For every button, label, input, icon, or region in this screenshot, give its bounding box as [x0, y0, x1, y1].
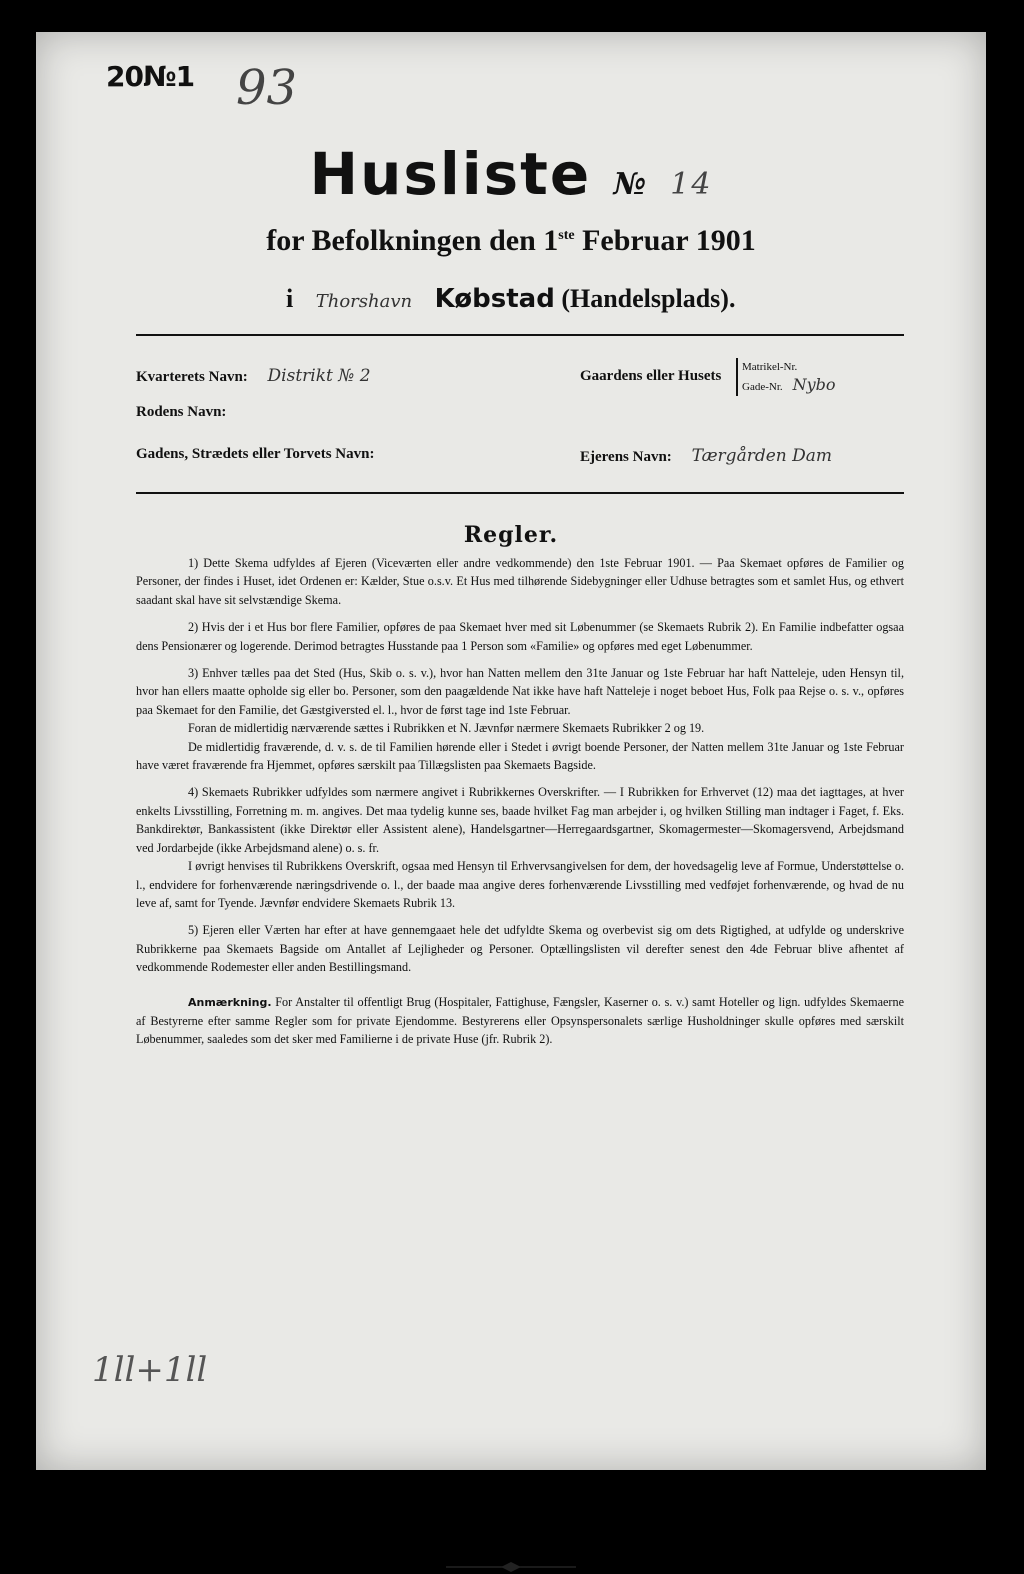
form-subtitle: [36, 224, 986, 258]
rule-3: 3) Enhver tælles paa det Sted (Hus, Skib o. s. v.), hvor han Natten mellem den 31te Januar og 1ste Februar har haft Natteleje, uden Hensyn til, hvor han ellers maatte opholde sig eller bo. Personer, som den paagældende Nat ikke have haft Natteleje i noget beboet Hus, Folk paa Rejse o. s. v., opføres paa Skemaet for den Familie, det Gæstgiversted el. l., hvor de først tage ind 1ste Februar.: [136, 666, 904, 717]
rule-4b: I øvrigt henvises til Rubrikkens Overskrift, ogsaa med Hensyn til Erhvervsangivelsen for dem, der hovedsagelig leve af Formue, Understøttelse o. l., endvidere for forhenværende næringsdrivende o. l., der baade maa angive deres forhenværende Livsstilling med vedføjet forhenværende, og hvad de nu leve af, samt for Tyende. Jævnfør endvidere Skemaets Rubrik 13.: [136, 859, 904, 910]
note-text: For Anstalter til offentligt Brug (Hospitaler, Fattighuse, Fængsler, Kaserner o. s. v.) samt Hoteller og lign. udfyldes Skemaerne af Bestyrerne efter samme Regler som for private Ejendomme. Bestyrerens eller Opsynspersonalets særlige Husholdninger skulle opføres med særskilt Løbenummer, saaledes som det sker med Familierne i de private Huse (jfr. Rubrik 2).: [136, 994, 904, 1047]
ornament-divider: [446, 1560, 576, 1574]
subtitle-sup: ste: [558, 228, 575, 243]
rule-3b: Foran de midlertidig nærværende sættes i Rubrikken et N. Jævnfør nærmere Skemaets Rubrikker 2 og 19.: [188, 721, 705, 736]
rules-heading: Regler.: [463, 522, 559, 548]
subtitle-post: Februar 1901: [574, 224, 756, 257]
number-brace: [736, 358, 836, 396]
matrikel-label: Matrikel-Nr.: [742, 361, 798, 373]
ejer-field: [580, 446, 832, 466]
title-no: №: [613, 167, 649, 202]
ejer-value: Tærgården Dam: [691, 446, 833, 466]
title-handwritten-number: 14: [670, 167, 713, 202]
kvarter-label: Kvarterets Navn:: [136, 369, 248, 385]
place-type-bold: Købstad: [434, 284, 555, 314]
place-i: i: [286, 284, 294, 313]
roden-label: Rodens Navn:: [136, 404, 227, 420]
divider-bottom: [136, 492, 904, 494]
note-label: Anmærkning.: [188, 995, 272, 1009]
kvarter-field: [136, 366, 371, 386]
rule-4: 4) Skemaets Rubrikker udfyldes som nærmere angivet i Rubrikkernes Overskrifter. — I Rubrikken for Erhvervet (12) maa det iagttages, at hver enkelts Livsstilling, Forretning m. m. angives. Det maa tydelig kunne ses, baade hvilket Fag man arbejder i, og hvilken Stilling man indtager i Faget, f. Eks. Bankdirektør, Bankassistent (ikke Direktør eller Assistent alene), Handelsgartner—Herregaardsgartner, Skomagermester—Skomagersvend, Arbejdsmand ved Jordarbejde (ikke Arbejdsmand alene) o. s. fr.: [136, 785, 904, 855]
gaard-field: [580, 368, 721, 385]
form-title: [36, 140, 986, 208]
rule-5: 5) Ejeren eller Værten har efter at have gennemgaaet hele det udfyldte Skema og overbevist sig om dets Rigtighed, at udfylde og underskrive Rubrikkerne paa Skemaets Bagside om Antallet af Lejligheder og Personer. Optællingslisten vil derefter senest den 4de Februar blive afhentet af vedkommende Rodemester eller anden Bestillingsmand.: [136, 923, 904, 975]
census-form-page: [36, 32, 986, 1470]
place-type-rest: (Handelsplads).: [554, 284, 736, 313]
kvarter-value: Distrikt № 2: [267, 366, 371, 386]
place-line: [286, 284, 735, 314]
gade-name-field: [136, 446, 374, 463]
note: [136, 993, 904, 1049]
rule-3c: De midlertidig fraværende, d. v. s. de til Familien hørende eller i Stedet i øvrigt boende Personer, der Natten mellem 31te Januar og 1ste Februar have været fraværende fra Hjemmet, opføres særskilt paa Tillægslisten paa Skemaets Bagside.: [136, 739, 904, 773]
handwritten-number: 93: [236, 60, 298, 116]
stamp-id: 20№1: [106, 60, 195, 93]
gaard-label: Gaardens eller Husets: [580, 368, 722, 384]
handwritten-bottom: 1ll+1ll: [92, 1350, 208, 1390]
ejer-label: Ejerens Navn:: [580, 449, 672, 465]
gade-value: Nybo: [792, 375, 836, 394]
gade-label: Gade-Nr.: [742, 381, 783, 393]
rules-body: [136, 554, 904, 1058]
title-text: Husliste: [309, 140, 592, 208]
roden-field: [136, 404, 226, 421]
gade-name-label: Gadens, Strædets eller Torvets Navn:: [136, 446, 375, 462]
subtitle-pre: for Befolkningen den 1: [266, 224, 559, 257]
divider-top: [136, 334, 904, 336]
rule-2: 2) Hvis der i et Hus bor flere Familier, opføres de paa Skemaet hver med sit Løbenummer (se Skemaets Rubrik 2). En Familie indbefatter ogsaa dens Pensionærer og logerende. Derimod betragtes Husstande paa 1 Person som «Familie» og opføres med eget Løbenummer.: [136, 620, 904, 653]
rule-1: 1) Dette Skema udfyldes af Ejeren (Viceværten eller andre vedkommende) den 1ste Februar 1901. — Paa Skemaet opføres de Familier og Personer, der findes i Huset, idet Ordenen er: Kælder, Stue o.s.v. Et Hus med tilhørende Sidebygninger eller Udhuse betragtes som et samlet Hus, og ethvert saadant skal have sit selvstændige Skema.: [136, 556, 904, 607]
place-handwritten: Thorshavn: [315, 291, 413, 312]
